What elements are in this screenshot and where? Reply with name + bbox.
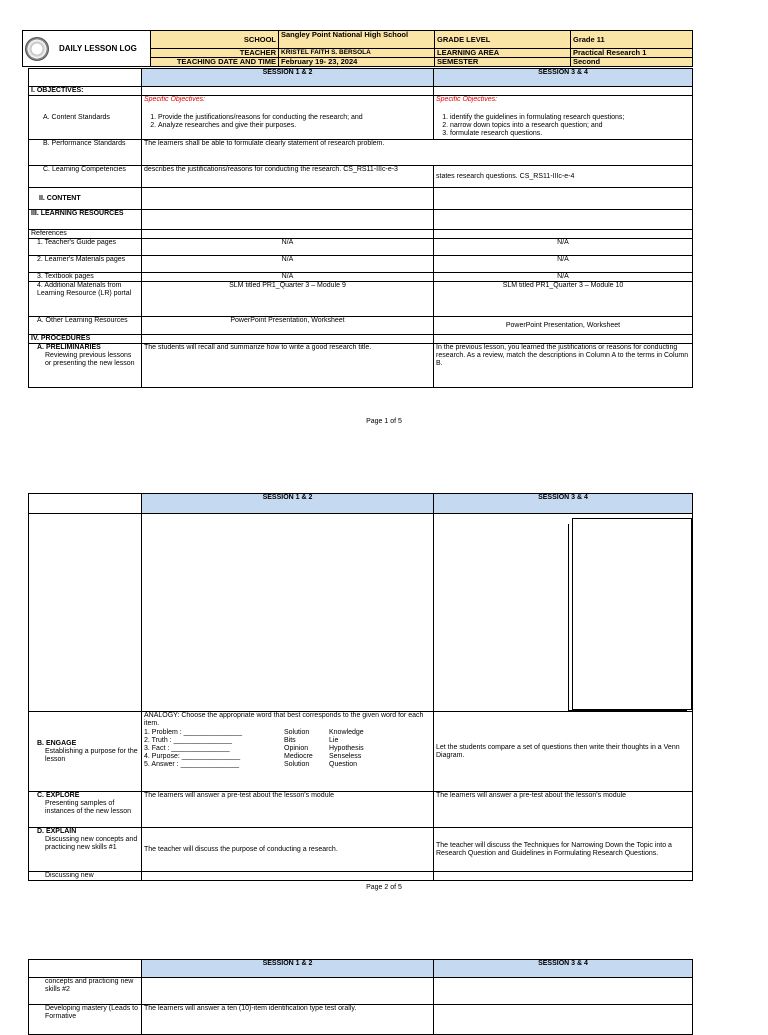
textbook-label: 3. Textbook pages bbox=[29, 273, 142, 282]
discussing-label: Discussing new bbox=[29, 872, 142, 881]
explain-sub: Discussing new concepts and practicing new skills #1 bbox=[45, 836, 138, 851]
teachers-guide-label: 1. Teacher's Guide pages bbox=[29, 239, 142, 256]
procedures-heading: IV. PROCEDURES bbox=[29, 335, 142, 344]
add-s12: SLM titled PR1_Quarter 3 – Module 9 bbox=[142, 282, 434, 317]
explain-s12: The teacher will discuss the purpose of conducting a research. bbox=[142, 828, 434, 872]
mastery-s12: The learners will answer a ten (10)-item identification type test orally. bbox=[142, 1005, 434, 1035]
analogy-row bbox=[144, 761, 431, 769]
explore-heading: C. EXPLORE bbox=[37, 792, 80, 799]
school-label: SCHOOL bbox=[151, 31, 279, 49]
other-s12: PowerPoint Presentation, Worksheet bbox=[142, 317, 434, 335]
s34-obj-item: 3. formulate research questions. bbox=[450, 130, 690, 138]
header-table bbox=[22, 30, 693, 67]
competencies-s12: describes the justifications/reasons for conducting the research. CS_RS11-IIIc-e-3 bbox=[142, 166, 434, 188]
analogy-row bbox=[144, 737, 431, 745]
doc-title: DAILY LESSON LOG bbox=[59, 43, 137, 53]
other-resources-label: A. Other Learning Resources bbox=[29, 317, 142, 335]
prelim-s34: In the previous lesson, you learned the justifications or reasons for conducting research. As a review, match the descriptions in Column A to the terms in Column B. bbox=[434, 344, 693, 388]
s12-objectives bbox=[142, 96, 434, 140]
page-1 bbox=[22, 30, 693, 67]
objectives-heading: I. OBJECTIVES: bbox=[29, 87, 142, 96]
tg-s34: N/A bbox=[434, 239, 693, 256]
spec-obj-label-s12: Specific Objectives: bbox=[144, 96, 206, 103]
analogy-row bbox=[144, 729, 431, 737]
session-12-header: SESSION 1 & 2 bbox=[142, 69, 434, 87]
analogy-choice-b: Knowledge bbox=[329, 729, 364, 736]
analogy-choice-b: Hypothesis bbox=[329, 745, 364, 752]
prelim-heading: A. PRELIMINARIES bbox=[37, 344, 101, 351]
explore-label bbox=[29, 792, 142, 828]
analogy-choice-a: Opinion bbox=[284, 745, 309, 752]
session-34-header: SESSION 3 & 4 bbox=[434, 69, 693, 87]
mastery-label: Developing mastery (Leads to Formative bbox=[29, 1005, 142, 1035]
area-value: Practical Research 1 bbox=[571, 49, 693, 58]
page-1-body bbox=[28, 68, 693, 388]
session-12-header-p3: SESSION 1 & 2 bbox=[142, 960, 434, 978]
other-s34: PowerPoint Presentation, Worksheet bbox=[434, 317, 693, 335]
lm-s34: N/A bbox=[434, 256, 693, 273]
analogy-item: 3. Fact : _______________ bbox=[144, 745, 230, 752]
analogy-item: 2. Truth : _______________ bbox=[144, 737, 232, 744]
date-value: February 19- 23, 2024 bbox=[279, 58, 435, 67]
analogy-row bbox=[144, 745, 431, 753]
explain-heading: D. EXPLAIN bbox=[37, 828, 77, 835]
s34-obj-item: 2. narrow down topics into a research question; and bbox=[450, 122, 690, 130]
resources-heading: III. LEARNING RESOURCES bbox=[29, 210, 142, 230]
venn-diagram-area bbox=[434, 514, 693, 712]
analogy-item: 1. Problem : _______________ bbox=[144, 729, 243, 736]
page-number-2: Page 2 of 5 bbox=[366, 884, 402, 891]
semester-value: Second bbox=[571, 58, 693, 67]
page-number-1: Page 1 of 5 bbox=[366, 418, 402, 425]
preliminaries-label bbox=[29, 344, 142, 388]
s12-obj-item: 2. Analyze researches and give their purposes. bbox=[158, 122, 431, 130]
prelim-sub: Reviewing previous lessons or presenting the new lesson bbox=[45, 352, 135, 367]
tg-s12: N/A bbox=[142, 239, 434, 256]
lesson-table-1 bbox=[28, 68, 693, 388]
deped-seal-icon bbox=[25, 37, 49, 61]
teacher-label: TEACHER bbox=[151, 49, 279, 58]
analogy-choice-b: Lie bbox=[329, 737, 339, 744]
analogy-choice-a: Bits bbox=[284, 737, 296, 744]
competencies-label: C. Learning Competencies bbox=[29, 166, 142, 188]
explain-label bbox=[29, 828, 142, 872]
tb-s34: N/A bbox=[434, 273, 693, 282]
engage-label bbox=[29, 712, 142, 792]
tb-s12: N/A bbox=[142, 273, 434, 282]
s34-obj-item: 1. identify the guidelines in formulating research questions; bbox=[450, 114, 690, 122]
content-heading: II. CONTENT bbox=[29, 188, 142, 210]
session-34-header-p2: SESSION 3 & 4 bbox=[434, 494, 693, 514]
prelim-s12: The students will recall and summarize how to write a good research title. bbox=[142, 344, 434, 388]
analogy-row bbox=[144, 753, 431, 761]
school-value: Sangley Point National High School bbox=[279, 31, 435, 49]
perf-standards-label: B. Performance Standards bbox=[29, 140, 142, 166]
analogy-list bbox=[144, 729, 431, 769]
explain-s34: The teacher will discuss the Techniques for Narrowing Down the Topic into a Research Question and Guidelines in Formulating Research Questions. bbox=[434, 828, 693, 872]
analogy-choice-b: Question bbox=[329, 761, 358, 768]
venn-frame-inner bbox=[568, 524, 687, 711]
competencies-s34: states research questions. CS_RS11-IIIc-e-4 bbox=[434, 166, 693, 188]
concepts-label: concepts and practicing new skills #2 bbox=[29, 978, 142, 1005]
lesson-table-2 bbox=[28, 493, 693, 881]
lm-s12: N/A bbox=[142, 256, 434, 273]
perf-standards-value: The learners shall be able to formulate clearly statement of research problem. bbox=[142, 140, 693, 166]
grade-value: Grade 11 bbox=[571, 31, 693, 49]
engage-s34: Let the students compare a set of questions then write their thoughts in a Venn Diagram. bbox=[434, 712, 693, 792]
explore-s34: The learners will answer a pre-test about the lesson's module bbox=[434, 792, 693, 828]
analogy-choice-a: Solution bbox=[284, 729, 310, 736]
content-standards-label: A. Content Standards bbox=[29, 96, 142, 140]
engage-heading: B. ENGAGE bbox=[37, 739, 77, 747]
teacher-value: KRISTEL FAITH S. BERSOLA bbox=[279, 49, 435, 58]
engage-sub: Establishing a purpose for the lesson bbox=[45, 747, 138, 763]
explore-sub: Presenting samples of instances of the new lesson bbox=[45, 800, 131, 815]
analogy-item: 5. Answer : _______________ bbox=[144, 761, 239, 768]
add-s34: SLM titled PR1_Quarter 3 – Module 10 bbox=[434, 282, 693, 317]
learners-materials-label: 2. Learner's Materials pages bbox=[29, 256, 142, 273]
additional-materials-label: 4. Additional Materials from Learning Resource (LR) portal bbox=[29, 282, 142, 317]
analogy-exercise bbox=[142, 712, 434, 792]
spec-obj-label-s34: Specific Objectives: bbox=[436, 96, 498, 103]
session-12-header-p2: SESSION 1 & 2 bbox=[142, 494, 434, 514]
date-label: TEACHING DATE AND TIME bbox=[151, 58, 279, 67]
references-label: References bbox=[29, 230, 142, 239]
s34-objectives bbox=[434, 96, 693, 140]
analogy-choice-b: Senseless bbox=[329, 753, 362, 760]
grade-label: GRADE LEVEL bbox=[435, 31, 571, 49]
explore-s12: The learners will answer a pre-test about the lesson's module bbox=[142, 792, 434, 828]
analogy-item: 4. Purpose: _______________ bbox=[144, 753, 241, 760]
session-34-header-p3: SESSION 3 & 4 bbox=[434, 960, 693, 978]
logo-cell bbox=[23, 31, 151, 67]
area-label: LEARNING AREA bbox=[435, 49, 571, 58]
semester-label: SEMESTER bbox=[435, 58, 571, 67]
analogy-choice-a: Solution bbox=[284, 761, 310, 768]
analogy-choice-a: Mediocre bbox=[284, 753, 313, 760]
page-2 bbox=[28, 493, 693, 881]
s12-obj-item: 1. Provide the justifications/reasons for conducting the research; and bbox=[158, 114, 431, 122]
analogy-intro: ANALOGY: Choose the appropriate word that best corresponds to the given word for each item. bbox=[144, 712, 424, 727]
